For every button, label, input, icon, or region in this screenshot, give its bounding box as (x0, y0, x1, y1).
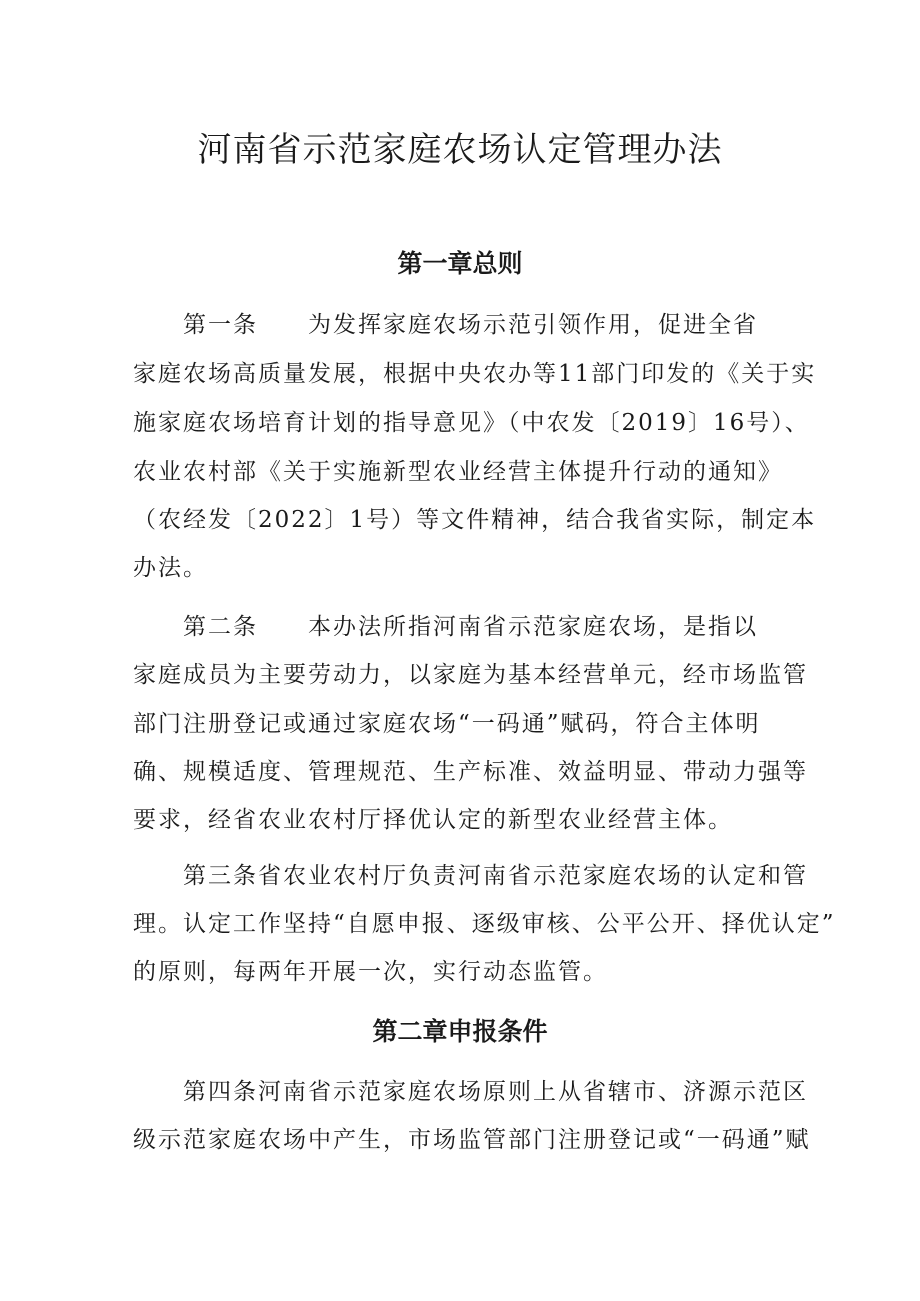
document-title: 河南省示范家庭农场认定管理办法 (197, 130, 723, 170)
article-4-line: 级示范家庭农场中产生，市场监管部门注册登记或“一码通”赋 (133, 1127, 811, 1153)
article-2-line: 确、规模适度、管理规范、生产标准、效益明显、带动力强等 (133, 759, 808, 785)
article-3-line: 理。认定工作坚持“自愿申报、逐级审核、公平公开、择优认定” (133, 911, 836, 937)
article-1-line: 办法。 (133, 555, 208, 581)
article-1-line: （农经发〔2022〕1号）等文件精神，结合我省实际，制定本 (133, 507, 817, 533)
article-2-line: 要求，经省农业农村厅择优认定的新型农业经营主体。 (133, 807, 733, 833)
chapter-heading-1: 第一章总则 (397, 249, 523, 278)
article-3-line: 的原则，每两年开展一次，实行动态监管。 (133, 959, 608, 985)
article-1-line: 第一条 为发挥家庭农场示范引领作用，促进全省 (183, 312, 758, 338)
article-1-line: 家庭农场高质量发展，根据中央农办等11部门印发的《关于实 (133, 361, 817, 387)
article-3-line: 第三条省农业农村厅负责河南省示范家庭农场的认定和管 (183, 863, 808, 889)
chapter-heading-2: 第二章申报条件 (372, 1017, 548, 1046)
article-1-line: 农业农村部《关于实施新型农业经营主体提升行动的通知》 (133, 459, 783, 485)
article-4-line: 第四条河南省示范家庭农场原则上从省辖市、济源示范区 (183, 1079, 808, 1105)
article-2-line: 第二条 本办法所指河南省示范家庭农场，是指以 (183, 614, 758, 640)
article-2-line: 部门注册登记或通过家庭农场“一码通”赋码，符合主体明 (133, 711, 761, 737)
article-2-line: 家庭成员为主要劳动力，以家庭为基本经营单元，经市场监管 (133, 662, 808, 688)
article-1-line: 施家庭农场培育计划的指导意见》（中农发〔2019〕16号）、 (133, 410, 810, 436)
